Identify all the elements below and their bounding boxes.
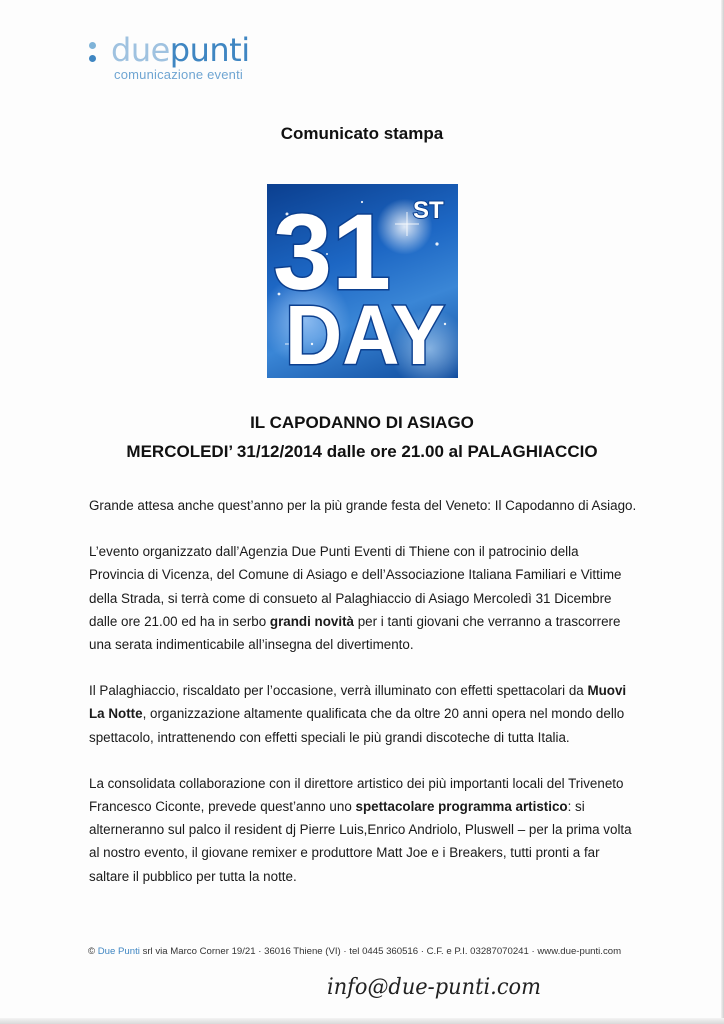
logo-tagline: comunicazione eventi: [114, 67, 244, 82]
headline-date: MERCOLEDI’ 31/12/2014 dalle ore 21.00 al PALAGHIACCIO: [126, 442, 598, 461]
event-number: 31: [273, 191, 391, 312]
event-number-suffix: ST: [413, 197, 444, 224]
paragraph-organizer: L’evento organizzato dall’Agenzia Due Punti Eventi di Thiene con il patrocinio della Provincia di Vicenza, del Comune di Asiago e dell’Associazione Italiana Familiari e Vittime della Strada, si terrà come di consueto al Palaghiaccio di Asiago Mercoledì 31 Dicembre dalle ore 21.00 ed ha in serbo grandi novità per i tanti giovani che verranno a trascorrere una serata indimenticabile all’insegna del divertimento.: [89, 544, 622, 653]
document-title: Comunicato stampa: [280, 124, 444, 143]
logo-wordmark: duepunti: [111, 31, 250, 69]
headline-title: IL CAPODANNO DI ASIAGO: [250, 413, 474, 432]
paragraph-program: La consolidata collaborazione con il direttore artistico dei più importanti locali del Triveneto Francesco Ciconte, prevede quest’anno uno spettacolare programma artistico: si alterneranno sul palco il resident dj Pierre Luis,Enrico Andriolo, Pluswell – per la prima volta al nostro evento, il giovane remixer e produttore Matt Joe e i Breakers, tutti pronti a far saltare il pubblico per tutta la notte.: [89, 775, 632, 884]
paragraph-intro: Grande attesa anche quest’anno per la più grande festa del Veneto: Il Capodanno di Asiago.: [89, 498, 637, 513]
handwritten-email-note: [325, 960, 555, 1017]
logo-colon-icon: [88, 42, 98, 66]
event-word: DAY: [285, 288, 445, 378]
paragraph-venue: Il Palaghiaccio, riscaldato per l’occasione, verrà illuminato con effetti spettacolari da Muovi La Notte, organizzazione altamente qualificata che da oltre 20 anni opera nel mondo dello spettacolo, intrattenendo con effetti speciali le più grandi discoteche di tutta Italia.: [89, 683, 627, 745]
page-edge-bottom: [0, 1018, 724, 1024]
footer-brand: Due Punti: [97, 946, 140, 957]
company-footer: © Due Punti srl via Marco Corner 19/21 · 36016 Thiene (VI) · tel 0445 360516 · C.F. e P.I. 03287070241 · www.due-punti.com: [88, 946, 622, 957]
footer-details: srl via Marco Corner 19/21 · 36016 Thiene (VI) · tel 0445 360516 · C.F. e P.I. 03287070241 · www.due-punti.com: [142, 946, 622, 957]
press-release-body: [89, 494, 637, 911]
handwritten-email-text: info@due-punti.com: [327, 975, 541, 1000]
31st-day-event-image: [267, 184, 458, 378]
